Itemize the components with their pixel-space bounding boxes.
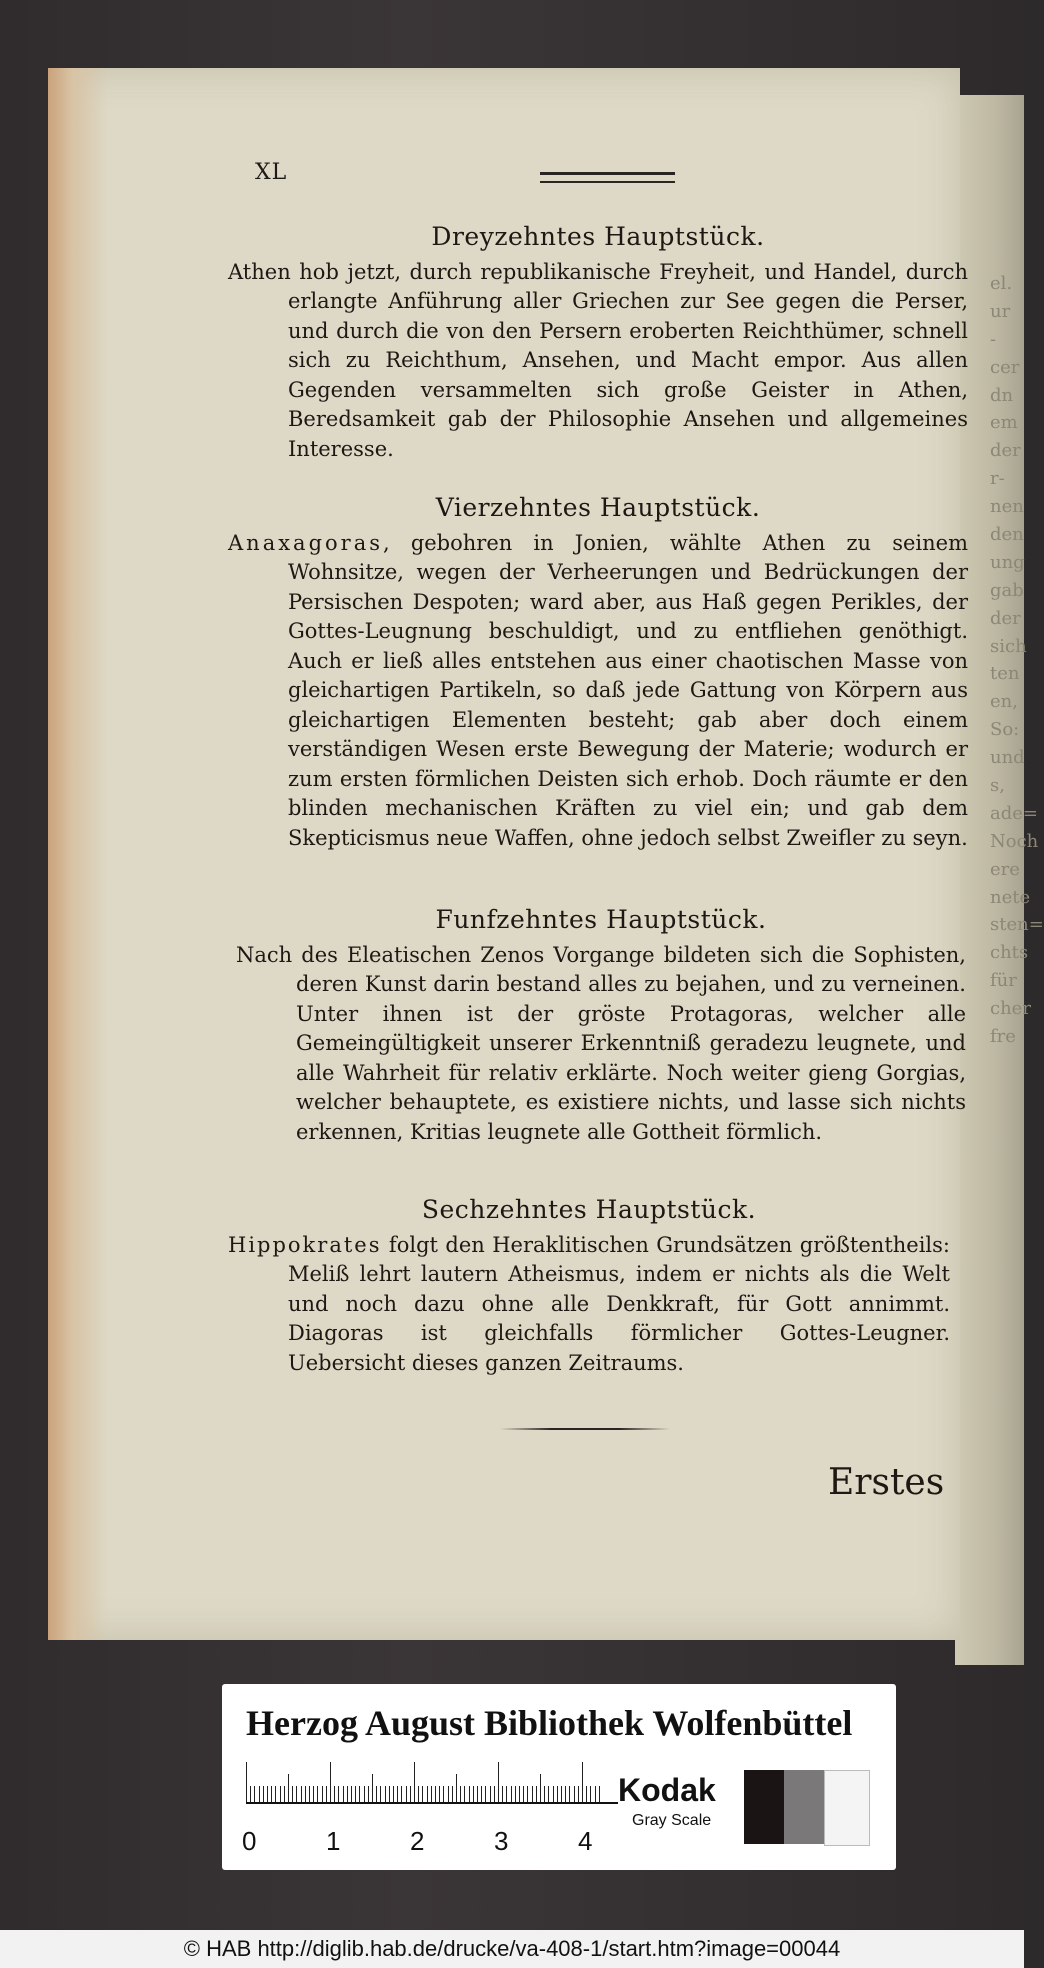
paragraph-body: folgt den Heraklitischen Grundsätzen größtentheils: Meliß lehrt lautern Atheismus, indem er nichts als die Welt und noch dazu ohne alle Denkkraft, für Gott annimmt. Diagoras ist gleichfalls förmlicher Gottes-Leugner. Uebersicht dieses ganzen Zeitraums. <box>288 1232 950 1375</box>
tail-rule <box>500 1428 670 1430</box>
paragraph-lead: Hippokrates <box>228 1232 382 1257</box>
gutter-fragment: ung <box>990 551 1025 573</box>
ruler-label: 0 <box>242 1826 257 1856</box>
ruler-tick <box>582 1762 583 1802</box>
paragraph-lead: Nach <box>236 942 293 967</box>
copyright-footer <box>0 1930 1024 1968</box>
ruler-tick <box>355 1786 356 1802</box>
ruler-tick <box>284 1786 285 1802</box>
ruler-tick <box>506 1786 507 1802</box>
ruler-tick <box>334 1786 335 1802</box>
ruler-tick <box>359 1786 360 1802</box>
ruler-tick <box>490 1786 491 1802</box>
ruler-tick <box>443 1786 444 1802</box>
ruler-tick <box>536 1786 537 1802</box>
ruler-tick <box>246 1762 247 1802</box>
ruler-tick <box>519 1786 520 1802</box>
chapter-paragraph <box>228 258 968 465</box>
ruler-tick <box>364 1786 365 1802</box>
ruler-tick <box>578 1786 579 1802</box>
ruler-tick <box>532 1786 533 1802</box>
gray-scale-label: Gray Scale <box>632 1812 712 1829</box>
gray-swatch-dark <box>744 1770 784 1844</box>
ruler-tick <box>313 1786 314 1802</box>
ruler-tick <box>305 1786 306 1802</box>
section-14 <box>228 493 968 853</box>
ruler-tick <box>553 1786 554 1802</box>
paragraph-lead: Athen <box>228 259 291 284</box>
paragraph-body: des Eleatischen Zenos Vorgange bildeten sich die Sophisten, deren Kunst darin bestand alles zu bejahen, und zu verneinen. Unter ihnen ist der gröste Protagoras, welcher alle Gemeingültigkeit unserer Erkenntniß geradezu leugnete, und alle Wahrheit für relativ erklärte. Noch weiter gieng Gorgias, welcher behauptete, es existiere nichts, und lasse sich nichts erkennen, Kritias leugnete alle Gottheit förmlich. <box>292 942 966 1144</box>
ruler-tick <box>406 1786 407 1802</box>
section-13 <box>228 222 968 464</box>
ruler-tick <box>267 1786 268 1802</box>
gray-swatch-mid <box>784 1770 824 1844</box>
page-left-edge <box>48 68 108 1640</box>
ruler-tick <box>338 1786 339 1802</box>
ruler-tick <box>544 1786 545 1802</box>
gutter-fragment: ade= <box>990 802 1038 824</box>
ruler-tick <box>481 1786 482 1802</box>
ruler-tick <box>393 1786 394 1802</box>
gutter-fragment: ur <box>990 300 1011 322</box>
gutter-fragment: cer <box>990 356 1020 378</box>
chapter-heading: Dreyzehntes Hauptstück. <box>431 222 765 251</box>
ruler-tick <box>330 1762 331 1802</box>
gutter-fragments <box>990 270 1044 1051</box>
chapter-heading: Sechzehntes Hauptstück. <box>421 1195 757 1224</box>
ruler-tick <box>427 1786 428 1802</box>
header-rule <box>540 172 675 183</box>
ruler-tick <box>565 1786 566 1802</box>
chapter-heading: Funfzehntes Hauptstück. <box>435 905 767 934</box>
ruler-label: 2 <box>410 1826 425 1856</box>
gutter-fragment: cher <box>990 998 1031 1020</box>
ruler-tick <box>460 1786 461 1802</box>
section-15 <box>236 905 966 1147</box>
gutter-fragment: chts <box>990 942 1029 964</box>
chapter-paragraph <box>228 1231 950 1379</box>
ruler-tick <box>414 1762 415 1802</box>
ruler-tick <box>456 1774 457 1802</box>
library-title: Herzog August Bibliothek Wolfenbüttel <box>246 1703 853 1743</box>
ruler-tick <box>595 1786 596 1802</box>
measurement-ruler <box>246 1762 618 1804</box>
ruler-tick <box>527 1786 528 1802</box>
chapter-paragraph <box>236 941 966 1148</box>
gutter-fragment: ten <box>990 663 1020 685</box>
gutter-fragment: sich <box>990 635 1027 657</box>
ruler-tick <box>511 1786 512 1802</box>
ruler-tick <box>271 1786 272 1802</box>
gutter-fragment: der <box>990 607 1021 629</box>
ruler-label: 4 <box>578 1826 593 1856</box>
paragraph-lead: Anaxagoras <box>228 530 383 555</box>
ruler-tick <box>368 1786 369 1802</box>
ruler-tick <box>275 1786 276 1802</box>
ruler-tick <box>380 1786 381 1802</box>
footer-credit: © HAB http://diglib.hab.de/drucke/va-408-1/start.htm?image=00044 <box>183 1936 841 1961</box>
ruler-tick <box>515 1786 516 1802</box>
gutter-fragment: sten= <box>990 914 1044 936</box>
ruler-tick <box>540 1774 541 1802</box>
ruler-tick <box>401 1786 402 1802</box>
ruler-tick <box>469 1786 470 1802</box>
ruler-tick <box>317 1786 318 1802</box>
ruler-tick <box>372 1774 373 1802</box>
ruler-tick <box>326 1786 327 1802</box>
ruler-tick <box>347 1786 348 1802</box>
ruler-tick <box>464 1786 465 1802</box>
gutter-fragment: nen <box>990 496 1024 518</box>
ruler-tick <box>523 1786 524 1802</box>
ruler-tick <box>296 1786 297 1802</box>
ruler-tick <box>422 1786 423 1802</box>
gutter-fragment: r- <box>990 468 1005 490</box>
ruler-tick <box>288 1774 289 1802</box>
ruler-tick <box>448 1786 449 1802</box>
section-16 <box>228 1195 950 1378</box>
gutter-fragment: fre <box>990 1026 1016 1048</box>
ruler-tick <box>477 1786 478 1802</box>
gray-swatch-light <box>824 1770 870 1846</box>
ruler-tick <box>569 1786 570 1802</box>
ruler-tick <box>494 1786 495 1802</box>
page-number: XL <box>255 160 288 185</box>
paragraph-body: hob jetzt, durch republikanische Freyheit, und Handel, durch erlangte Anführung aller Griechen zur See gegen die Perser, und durch die von den Persern eroberten Reichthümer, schnell sich zu Reichthum, Ansehen, und Macht empor. Aus allen Gegenden versammelten sich große Geister in Athen, Beredsamkeit gab der Philosophie Ansehen und allgemeines Interesse. <box>288 259 968 461</box>
ruler-tick <box>410 1786 411 1802</box>
ruler-tick <box>418 1786 419 1802</box>
ruler-tick <box>309 1786 310 1802</box>
ruler-tick <box>498 1762 499 1802</box>
ruler-tick <box>439 1786 440 1802</box>
chapter-heading: Vierzehntes Hauptstück. <box>435 493 761 522</box>
gutter-fragment: Noch <box>990 830 1039 852</box>
ruler-tick <box>452 1786 453 1802</box>
ruler-tick <box>586 1786 587 1802</box>
gutter-fragment: der <box>990 440 1021 462</box>
kodak-logo: Kodak <box>618 1772 716 1808</box>
ruler-tick <box>351 1786 352 1802</box>
ruler-tick <box>397 1786 398 1802</box>
ruler-tick <box>590 1786 591 1802</box>
ruler-tick <box>259 1786 260 1802</box>
ruler-tick <box>280 1786 281 1802</box>
ruler-label: 3 <box>494 1826 509 1856</box>
ruler-tick <box>322 1786 323 1802</box>
gutter-fragment: So: <box>990 719 1020 741</box>
gutter-fragment: nete <box>990 886 1031 908</box>
paragraph-body: , gebohren in Jonien, wählte Athen zu seinem Wohnsitze, wegen der Verheerungen und Bedrückungen der Persischen Despoten; ward aber, aus Haß gegen Perikles, der Gottes-Leugnung beschuldigt, und zu entfliehen genöthigt. Auch er ließ alles entstehen aus einer chaotischen Masse von gleichartigen Partikeln, so daß jede Gattung von Körpern aus gleichartigen Elementen besteht; gab aber doch einem verständigen Wesen erste Bewegung der Materie; wodurch er zum ersten förmlichen Deisten sich erhob. Doch räumte er den blinden mechanischen Kräften zu viel ein; und gab dem Skepticismus neue Waffen, ohne jedoch selbst Zweifler zu seyn. <box>288 530 968 850</box>
ruler-tick <box>254 1786 255 1802</box>
gutter-fragment: em <box>990 412 1018 434</box>
ruler-tick <box>431 1786 432 1802</box>
ruler-tick <box>599 1786 600 1802</box>
ruler-tick <box>561 1786 562 1802</box>
gutter-fragment: gab <box>990 579 1024 601</box>
ruler-tick <box>389 1786 390 1802</box>
gutter-fragment: el. <box>990 273 1013 294</box>
chapter-paragraph <box>228 529 968 854</box>
gutter-fragment: - <box>990 328 997 350</box>
gutter-fragment: en, <box>990 691 1018 713</box>
ruler-tick <box>473 1786 474 1802</box>
ruler-tick <box>548 1786 549 1802</box>
gutter-fragment: s, <box>990 775 1005 797</box>
ruler-tick <box>292 1786 293 1802</box>
ruler-tick <box>385 1786 386 1802</box>
catchword: Erstes <box>828 1462 945 1503</box>
ruler-tick <box>557 1786 558 1802</box>
ruler-tick <box>485 1786 486 1802</box>
ruler-tick <box>250 1786 251 1802</box>
ruler-tick <box>301 1786 302 1802</box>
ruler-tick <box>574 1786 575 1802</box>
gutter-fragment: und <box>990 747 1025 769</box>
color-calibration-card <box>222 1684 896 1870</box>
gutter-fragment: ere <box>990 858 1020 880</box>
ruler-tick <box>502 1786 503 1802</box>
gutter-fragment: für <box>990 970 1017 992</box>
ruler-tick <box>376 1786 377 1802</box>
gutter-fragment: den <box>990 524 1024 546</box>
gutter-fragment: dn <box>990 384 1014 406</box>
ruler-tick <box>343 1786 344 1802</box>
ruler-tick <box>263 1786 264 1802</box>
ruler-label: 1 <box>326 1826 341 1856</box>
ruler-tick <box>435 1786 436 1802</box>
